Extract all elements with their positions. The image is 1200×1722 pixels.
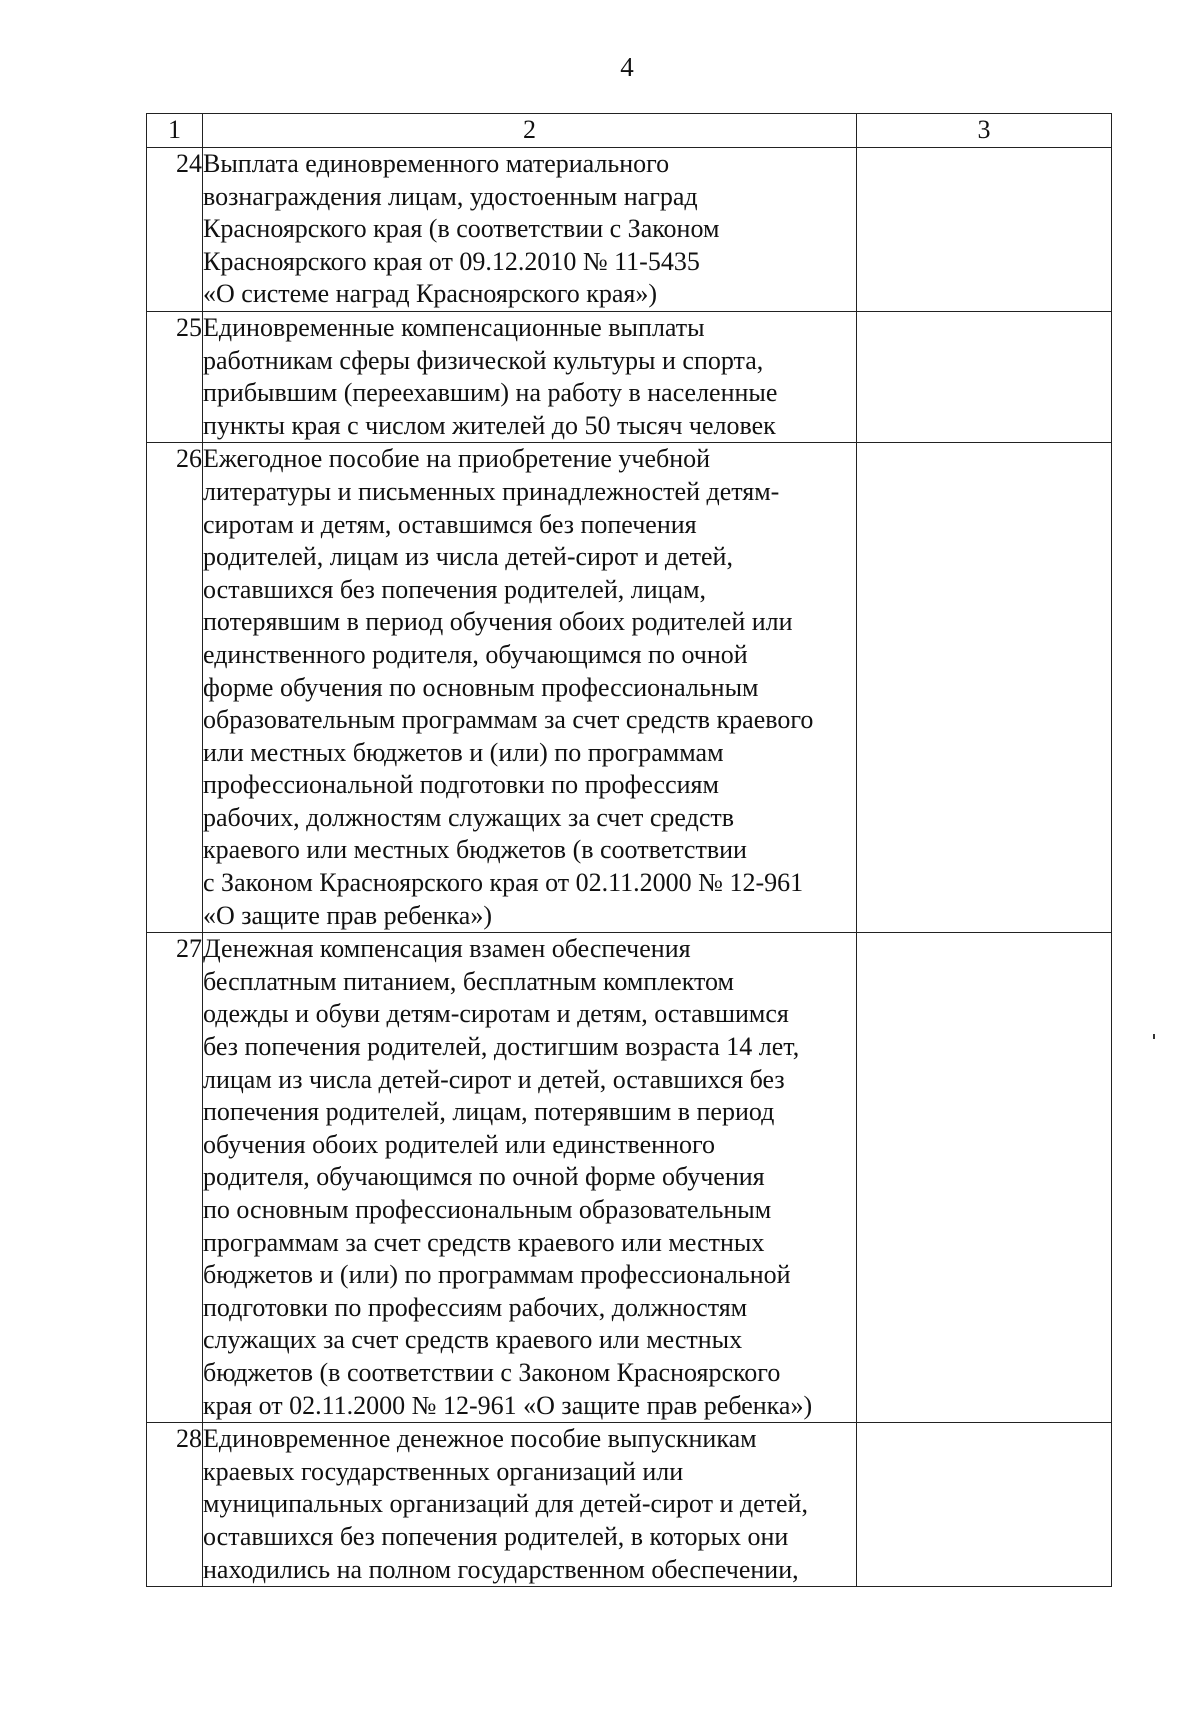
description-line: лицам из числа детей-сирот и детей, оставшихся без: [203, 1064, 785, 1094]
description-line: единственного родителя, обучающимся по очной: [203, 639, 748, 669]
description-line: рабочих, должностям служащих за счет средств: [203, 802, 735, 832]
row-number-cell: 24: [147, 148, 203, 312]
table-row: [147, 443, 1112, 933]
description-line: программам за счет средств краевого или местных: [203, 1227, 765, 1257]
description-line: муниципальных организаций для детей-сирот и детей,: [203, 1489, 808, 1519]
description-line: Выплата единовременного материального: [203, 149, 670, 178]
description-line: без попечения родителей, достигшим возраста 14 лет,: [203, 1032, 800, 1062]
row-column3-cell: [857, 311, 1112, 442]
description-line: оставшихся без попечения родителей, в которых они: [203, 1521, 789, 1551]
description-line: краевого или местных бюджетов (в соответствии: [203, 835, 747, 865]
description-line: «О защите прав ребенка»): [203, 900, 492, 930]
description-line: бесплатным питанием, бесплатным комплектом: [203, 966, 734, 996]
page-number: 4: [620, 52, 634, 82]
row-column3-cell: [857, 148, 1112, 312]
row-description-cell: [203, 1423, 857, 1587]
row-column3-cell: [857, 1423, 1112, 1587]
description-line: подготовки по профессиям рабочих, должностям: [203, 1292, 748, 1322]
row-description-cell: [203, 311, 857, 442]
header-cell-3: 3: [857, 114, 1112, 148]
row-description-cell: [203, 148, 857, 312]
description-line: края от 02.11.2000 № 12-961 «О защите прав ребенка»): [203, 1390, 813, 1420]
row-number-cell: 27: [147, 933, 203, 1423]
table-row: [147, 148, 1112, 312]
description-line: оставшихся без попечения родителей, лицам,: [203, 574, 707, 604]
description-line: с Законом Красноярского края от 02.11.2000 № 12-961: [203, 868, 804, 898]
description-line: профессиональной подготовки по профессиям: [203, 770, 719, 800]
description-line: по основным профессиональным образовательным: [203, 1195, 772, 1224]
description-line: обучения обоих родителей или единственного: [203, 1129, 715, 1159]
header-cell-1: 1: [147, 114, 203, 148]
row-number-cell: 25: [147, 311, 203, 442]
table-row: [147, 1423, 1112, 1587]
description-line: или местных бюджетов и (или) по программам: [203, 737, 724, 767]
description-line: бюджетов (в соответствии с Законом Красноярского: [203, 1357, 781, 1387]
description-line: Единовременные компенсационные выплаты: [203, 312, 705, 342]
row-number-cell: 26: [147, 443, 203, 933]
description-line: потерявшим в период обучения обоих родителей или: [203, 607, 793, 637]
description-line: бюджетов и (или) по программам профессиональной: [203, 1260, 791, 1290]
description-line: краевых государственных организаций или: [203, 1456, 684, 1486]
header-cell-2: 2: [203, 114, 857, 148]
description-line: одежды и обуви детям-сиротам и детям, оставшимся: [203, 999, 789, 1029]
description-line: Красноярского края от 09.12.2010 № 11-5435: [203, 246, 700, 276]
table-header-row: [147, 114, 1112, 148]
description-line: служащих за счет средств краевого или местных: [203, 1325, 743, 1355]
row-column3-cell: [857, 933, 1112, 1423]
scan-speck: [1153, 1034, 1155, 1039]
description-line: родителя, обучающимся по очной форме обучения: [203, 1162, 765, 1192]
description-line: сиротам и детям, оставшимся без попечения: [203, 509, 697, 539]
description-line: родителей, лицам из числа детей-сирот и детей,: [203, 542, 733, 572]
description-line: Ежегодное пособие на приобретение учебной: [203, 444, 711, 474]
row-description-cell: [203, 443, 857, 933]
description-line: Денежная компенсация взамен обеспечения: [203, 934, 691, 964]
row-description-cell: [203, 933, 857, 1423]
description-line: находились на полном государственном обеспечении,: [203, 1554, 799, 1584]
description-line: попечения родителей, лицам, потерявшим в период: [203, 1097, 775, 1127]
table-row: [147, 933, 1112, 1423]
benefits-table: [146, 113, 1112, 1587]
description-line: вознаграждения лицам, удостоенным наград: [203, 181, 698, 211]
description-line: образовательным программам за счет средств краевого: [203, 705, 814, 735]
description-line: пункты края с числом жителей до 50 тысяч человек: [203, 410, 776, 440]
row-column3-cell: [857, 443, 1112, 933]
row-number-cell: 28: [147, 1423, 203, 1587]
description-line: прибывшим (переехавшим) на работу в населенные: [203, 378, 778, 408]
table-row: [147, 311, 1112, 442]
description-line: работникам сферы физической культуры и спорта,: [203, 345, 764, 375]
description-line: литературы и письменных принадлежностей детям-: [203, 476, 780, 506]
description-line: Красноярского края (в соответствии с Законом: [203, 214, 720, 244]
description-line: форме обучения по основным профессиональным: [203, 672, 759, 702]
description-line: «О системе наград Красноярского края»): [203, 279, 658, 309]
description-line: Единовременное денежное пособие выпускникам: [203, 1424, 757, 1454]
